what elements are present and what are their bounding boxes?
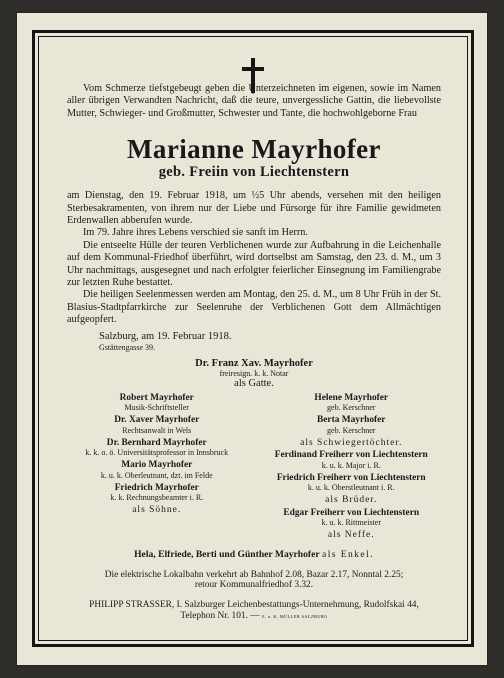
tram-line-2: retour Kommunalfriedhof 3.32. xyxy=(194,580,314,591)
mass-paragraph: Die heiligen Seelenmessen werden am Montag, den 25. d. M., um 8 Uhr Früh in der St. Blasius-Stadtpfarrkirche zur Seelenruhe der Verblichenen Gott dem Allmächtigen aufgeopfert. xyxy=(67,289,441,326)
husband-block xyxy=(67,358,441,389)
grandchildren-line xyxy=(67,549,441,560)
list-item: Friedrich Freiherr von Liechtenstern k. u. k. Oberstleutnant i. R. xyxy=(276,472,426,493)
maiden-name: geb. Freiin von Liechtenstern xyxy=(158,164,350,181)
address: Gstättengasse 39. xyxy=(99,342,155,352)
brothers-role: als Brüder. xyxy=(325,495,378,506)
list-item: Dr. Bernhard Mayrhofer k. k. o. ö. Universitätsprofessor in Innsbruck xyxy=(85,437,229,458)
grandchildren-names: Hela, Elfriede, Berti und Günther Mayrhofer xyxy=(134,548,320,560)
undertaker-footer xyxy=(67,600,441,623)
family-columns xyxy=(67,393,441,543)
relatives-column xyxy=(261,393,441,543)
place-date-text: Salzburg, am 19. Februar 1918. xyxy=(99,330,232,342)
list-item: Edgar Freiherr von Liechtenstern k. u. k. Rittmeister xyxy=(283,507,420,528)
list-item: Helene Mayrhofer geb. Kerschner xyxy=(314,392,389,413)
footer-line-2: Telephon Nr. 101. — xyxy=(180,610,260,621)
nephew-role: als Neffe. xyxy=(327,530,375,541)
list-item: Ferdinand Freiherr von Liechtenstern k. u. k. Major i. R. xyxy=(274,450,428,470)
tram-line-1: Die elektrische Lokalbahn verkehrt ab Bahnhof 2.08, Bazar 2.17, Nonntal 2.25; xyxy=(104,569,404,580)
husband-title: freiresign. k. k. Notar xyxy=(219,368,289,378)
footer-line-1: PHILIPP STRASSER, I. Salzburger Leichenbestattungs-Unternehmung, Rudolfskai 44, xyxy=(89,599,419,610)
list-item: Robert Mayrhofer Musik-Schriftsteller xyxy=(119,392,194,413)
printer-mark: E. u. K. MÜLLER SALZBURG xyxy=(262,613,328,619)
husband-role: als Gatte. xyxy=(234,377,274,389)
age-paragraph: Im 79. Jahre ihres Lebens verschied sie sanft im Herrn. xyxy=(83,227,308,239)
list-item: Berta Mayrhofer geb. Kerschner xyxy=(317,415,386,435)
sons-role: als Söhne. xyxy=(132,505,182,516)
grandchildren-role: als Enkel. xyxy=(322,548,374,560)
place-date xyxy=(67,331,441,352)
deceased-name: Marianne Mayrhofer xyxy=(127,134,381,165)
list-item: Mario Mayrhofer k. u. k. Oberleutnant, dzt. im Felde xyxy=(100,460,213,480)
tram-schedule xyxy=(67,570,441,591)
funeral-paragraph: Die entseelte Hülle der teuren Verblichenen wurde zur Aufbahrung in die Leichenhalle auf dem Kommunal-Friedhof überführt, wird dortselbst am Samstag, den 23. d. M., um 3 Uhr nachmittags, ausgesegnet und nach erfolgter feierlicher Einsegnung im Familiengrabe zur letzten Ruhe bestattet. xyxy=(67,239,441,289)
notice-content xyxy=(67,83,441,622)
intro-paragraph: Vom Schmerze tiefstgebeugt geben die Unterzeichneten im eigenen, sowie im Namen aller übrigen Verwandten Nachricht, daß die teure, unvergessliche Gattin, die liebevollste Mutter, Schwieger- und Großmutter, Schwester und Tante, die hochwohlgeborne Frau xyxy=(67,83,441,119)
death-paragraph: am Dienstag, den 19. Februar 1918, um ½5 Uhr abends, versehen mit den heiligen Sterbesakramenten, von ihrem nur der Liebe und Fürsorge für ihre Familie gewidmeten Erdenwallen abberufen wurde. xyxy=(67,190,441,227)
death-notice-card xyxy=(17,13,487,665)
husband-name: Dr. Franz Xav. Mayrhofer xyxy=(195,357,313,369)
list-item: Friedrich Mayrhofer k. k. Rechnungsbeamter i. R. xyxy=(110,482,204,503)
sons-column xyxy=(67,393,247,543)
daughters-in-law-role: als Schwiegertöchter. xyxy=(300,437,403,448)
list-item: Dr. Xaver Mayrhofer Rechtsanwalt in Wels xyxy=(114,415,200,435)
